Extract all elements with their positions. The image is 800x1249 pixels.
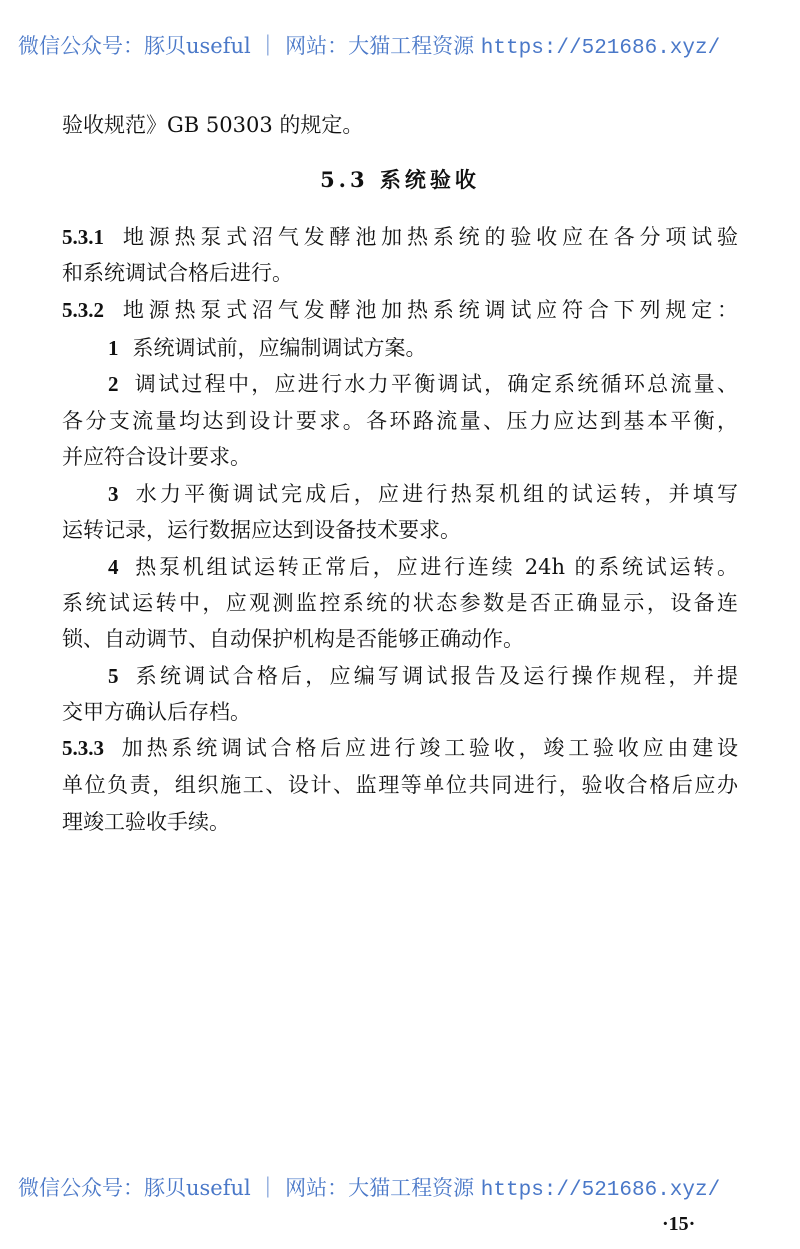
item-number: 1 [108, 336, 119, 360]
item-text: 系统调试合格后，应编写调试报告及运行操作规程，并提 [132, 664, 738, 688]
item-number: 3 [108, 482, 119, 506]
paragraph-line: 运转记录，运行数据应达到设备技术要求。 [62, 518, 461, 542]
clause-text: 地源热泵式沼气发酵池加热系统的验收应在各分项试验 [118, 225, 738, 249]
item-text: 系统调试前，应编制调试方案。 [132, 336, 427, 360]
section-heading: 5.3 系统验收 [320, 167, 480, 192]
watermark-url: https://521686.xyz/ [480, 37, 721, 60]
paragraph-line: 并应符合设计要求。 [62, 445, 251, 469]
clause-text: 加热系统调试合格后应进行竣工验收，竣工验收应由建设 [118, 736, 738, 760]
clause-5-3-2 [62, 297, 738, 323]
clause-number: 5.3.1 [62, 225, 104, 249]
watermark-header [18, 30, 788, 60]
item-1 [108, 335, 738, 361]
item-4 [108, 554, 738, 580]
item-text: 水力平衡调试完成后，应进行热泵机组的试运转，并填写 [132, 482, 738, 506]
clause-number: 5.3.3 [62, 736, 104, 760]
paragraph-line: 交甲方确认后存档。 [62, 700, 251, 724]
paragraph-line: 验收规范》GB 50303 的规定。 [62, 113, 364, 137]
item-2 [108, 371, 738, 397]
item-3 [108, 481, 738, 507]
item-text: 调试过程中，应进行水力平衡调试，确定系统循环总流量、 [132, 372, 738, 396]
clause-5-3-1 [62, 224, 738, 250]
clause-5-3-3 [62, 735, 738, 761]
paragraph-line: 各分支流量均达到设计要求。各环路流量、压力应达到基本平衡， [62, 409, 738, 433]
paragraph-line: 和系统调试合格后进行。 [62, 261, 293, 285]
item-number: 2 [108, 372, 119, 396]
item-number: 5 [108, 664, 119, 688]
watermark-footer [18, 1172, 788, 1202]
watermark-url: https://521686.xyz/ [480, 1179, 721, 1202]
page-number: ·15· [662, 1213, 696, 1235]
paragraph-line: 系统试运转中，应观测监控系统的状态参数是否正确显示，设备连 [62, 591, 738, 615]
item-number: 4 [108, 555, 119, 579]
paragraph-line: 锁、自动调节、自动保护机构是否能够正确动作。 [62, 627, 524, 651]
clause-number: 5.3.2 [62, 298, 104, 322]
item-5 [108, 663, 738, 689]
clause-text: 地源热泵式沼气发酵池加热系统调试应符合下列规定： [118, 298, 738, 322]
watermark-text: 微信公众号：豚贝useful ｜ 网站：大猫工程资源 [18, 1176, 481, 1200]
paragraph-line: 理竣工验收手续。 [62, 810, 230, 834]
paragraph-line: 单位负责，组织施工、设计、监理等单位共同进行，验收合格后应办 [62, 773, 738, 797]
item-text: 热泵机组试运转正常后，应进行连续 24h 的系统试运转。 [132, 555, 738, 579]
watermark-text: 微信公众号：豚贝useful ｜ 网站：大猫工程资源 [18, 34, 481, 58]
